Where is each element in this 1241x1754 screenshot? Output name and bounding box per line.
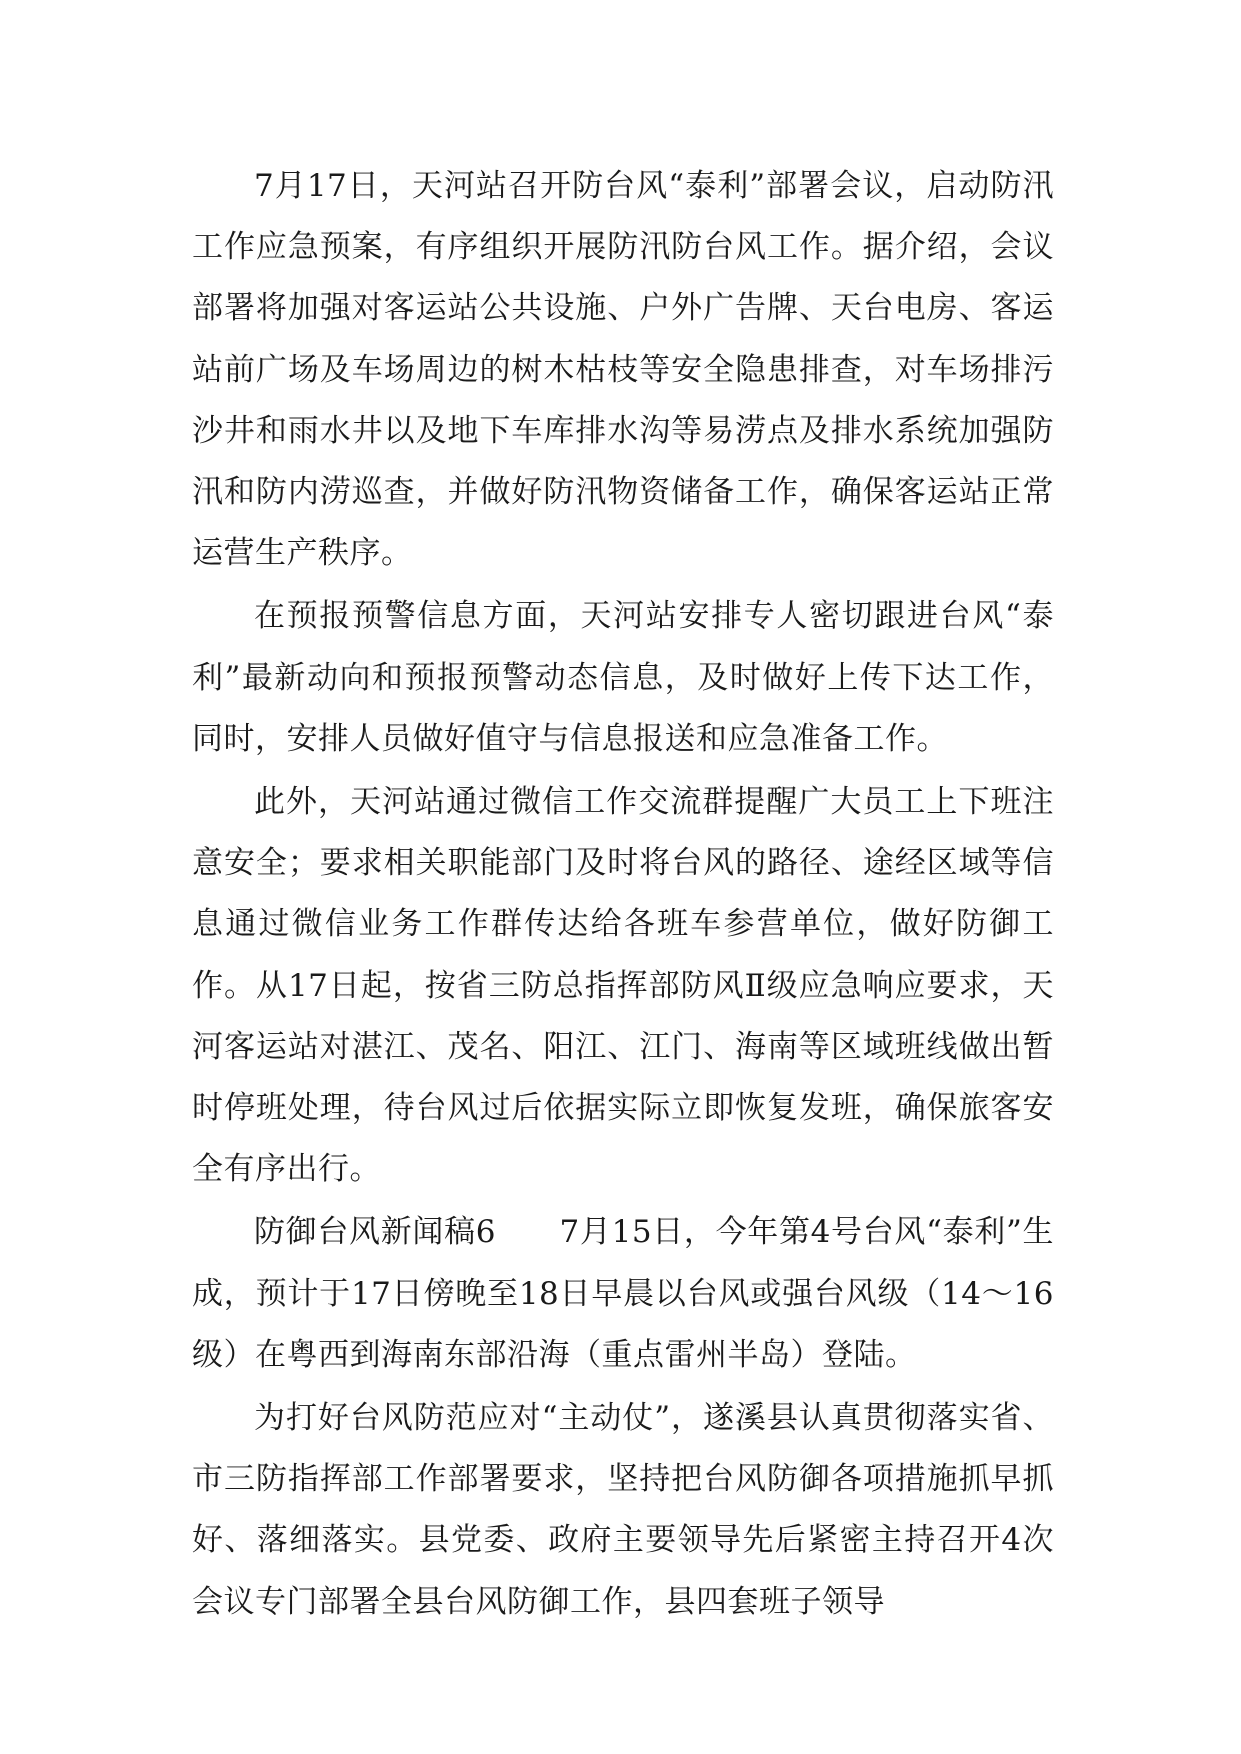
paragraph-2: 在预报预警信息方面，天河站安排专人密切跟进台风“泰利”最新动向和预报预警动态信息，及时做好上传下达工作，同时，安排人员做好值守与信息报送和应急准备工作。 [192,598,1054,757]
paragraph-3: 此外，天河站通过微信工作交流群提醒广大员工上下班注意安全；要求相关职能部门及时将台风的路径、途经区域等信息通过微信业务工作群传达给各班车参营单位，做好防御工作。从17日起，按省三防总指挥部防风Ⅱ级应急响应要求，天河客运站对湛江、茂名、阳江、江门、海南等区域班线做出暂时停班处理，待台风过后依据实际立即恢复发班，确保旅客安全有序出行。 [192,784,1054,1188]
paragraph-4: 防御台风新闻稿6 7月15日，今年第4号台风“泰利”生成，预计于17日傍晚至18日早晨以台风或强台风级（14～16级）在粤西到海南东部沿海（重点雷州半岛）登陆。 [192,1214,1054,1373]
paragraph-1: 7月17日，天河站召开防台风“泰利”部署会议，启动防汛工作应急预案，有序组织开展防汛防台风工作。据介绍，会议部署将加强对客运站公共设施、户外广告牌、天台电房、客运站前广场及车场周边的树木枯枝等安全隐患排查，对车场排污沙井和雨水井以及地下车库排水沟等易涝点及排水系统加强防汛和防内涝巡查，并做好防汛物资储备工作，确保客运站正常运营生产秩序。 [192,168,1054,572]
document-body [192,156,1054,1633]
paragraph-5: 为打好台风防范应对“主动仗”，遂溪县认真贯彻落实省、市三防指挥部工作部署要求，坚持把台风防御各项措施抓早抓好、落细落实。县党委、政府主要领导先后紧密主持召开4次会议专门部署全县台风防御工作，县四套班子领导 [192,1400,1054,1620]
